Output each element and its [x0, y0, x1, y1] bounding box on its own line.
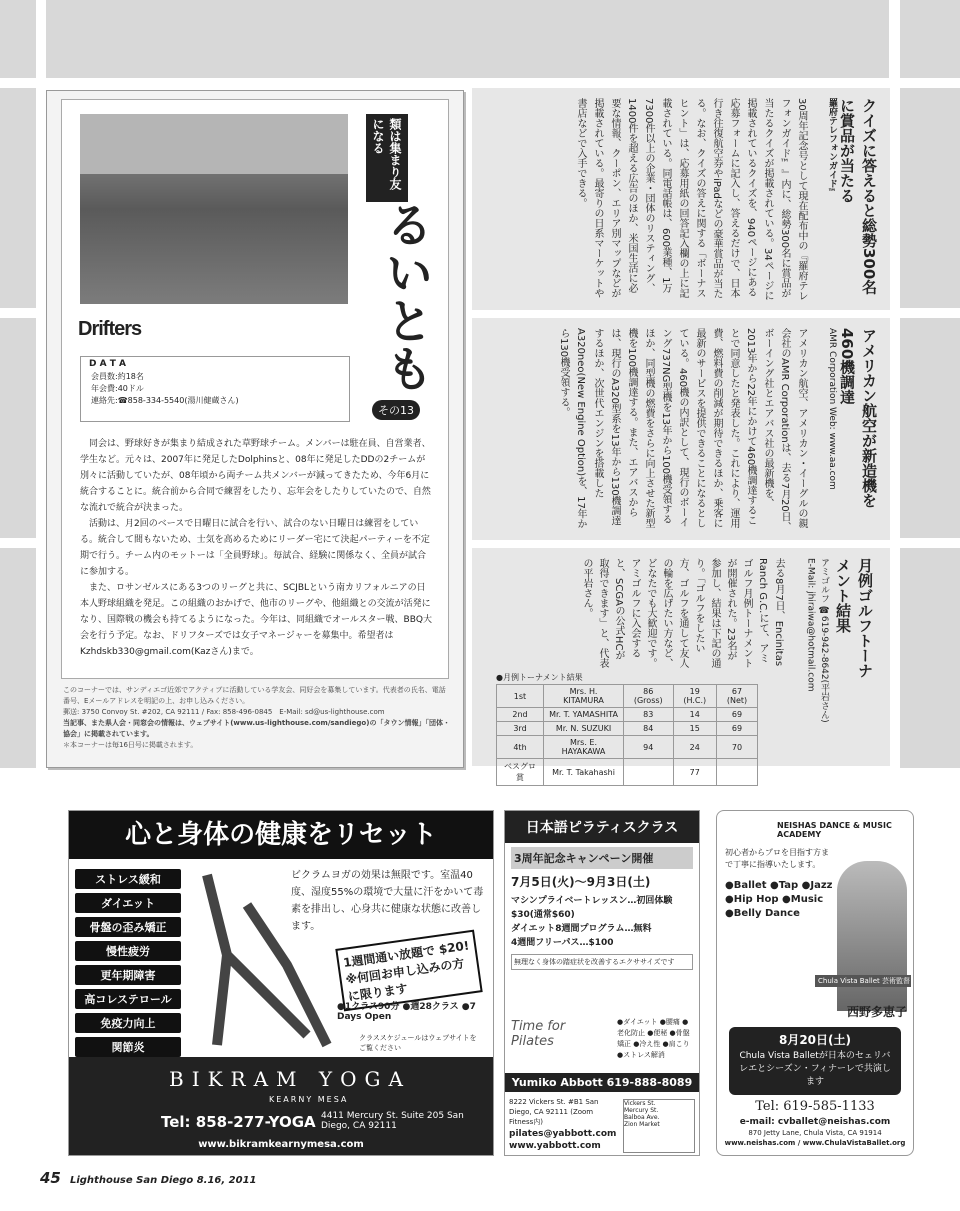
data-box [80, 356, 350, 422]
yoga-bottom [69, 1057, 493, 1155]
golf-cell: 24 [673, 736, 716, 759]
dance-class: ●Hip Hop ●Music [725, 894, 824, 905]
dance-brand: NEISHAS DANCE & MUSIC ACADEMY [777, 821, 892, 839]
golf-cell: 84 [624, 722, 673, 736]
dance-class: ●Belly Dance [725, 908, 800, 919]
news-source: 羅府テレフォンガイド™ [827, 98, 837, 198]
yoga-figures [187, 865, 337, 1055]
dance-event-box [729, 1027, 901, 1095]
article-paragraph: また、ロサンゼルスにある3つのリーグと共に、SCJBLという南カリフォルニアの日本人野球組織を発足。この組織のおかげで、他市のリーグや、他組織との交流が活発になり、国際戦の機会も持てるようになった。今年は、同組織でオールスター戦、BBQ大会を行う予定。なお、ドリフターズでは女子マネージャーを募集中。希望者はKzhdskb330@gmail.com(Kazさん)まで。 [80, 583, 432, 657]
series-title: 類は集まり友になる [366, 114, 408, 202]
news-source: アミゴルフ ☎619-942-8642(平岩さん) E-Mail: jhiraiwa@hotmail.com [805, 558, 829, 723]
golf-cell: 67 (Net) [716, 685, 757, 708]
golf-row [497, 759, 758, 786]
dance-email[interactable]: e-mail: cvballet@neishas.com [739, 1117, 891, 1127]
golf-cell [624, 759, 673, 786]
golf-row [497, 685, 758, 708]
golf-row [497, 736, 758, 759]
dance-intro: 初心者からプロを目指す方まで丁寧に指導いたします。 [725, 848, 829, 869]
golf-caption: ●月例トーナメント結果 [496, 673, 583, 682]
pilates-benefits: ●ダイエット ●腰痛 ●老化防止 ●便秘 ●骨盤矯正 ●冷え性 ●肩こり ●ストレス解消 [617, 1018, 690, 1059]
article-paragraph: 活動は、月2回のベースで日曜日に試合を行い、試合のない日曜日は練習をしている。統合して間もないため、士気を高めるためにリーダー宅にて決起パーティーを不定期で行う。チーム内のモットーは「全員野球」。毎試合、経験に関係なく、全員が試合に参加する。 [80, 519, 430, 577]
dance-address: 870 Jetty Lane, Chula Vista, CA 91914 [748, 1129, 882, 1137]
deco-block [900, 0, 960, 78]
golf-cell: Mr. T. Takahashi [544, 759, 624, 786]
pilates-items [511, 894, 693, 950]
article-footer-line: 郵送: 3750 Convoy St. #202, CA 92111 / Fax: 858-496-0845 E-Mail: sd@us-lighthouse.com [63, 708, 385, 716]
golf-table [496, 684, 758, 786]
golf-results [496, 672, 762, 786]
team-photo-svg [80, 114, 348, 304]
golf-cell: Mrs. E. HAYAKAWA [544, 736, 624, 759]
pilates-sub: 無理なく身体の踏症状を改善するエクササイズです [511, 954, 693, 970]
yoga-tag: 関節炎 [75, 1037, 181, 1057]
pilates-email[interactable]: pilates@yabbott.com [509, 1129, 617, 1139]
yoga-title: 心と身体の健康をリセット [69, 811, 493, 859]
dance-event: Chula Vista Balletが日本のセェリバレエとシーズン・フィナーレで共演します [739, 1051, 891, 1087]
pilates-address: 8222 Vickers St. #B1 San Diego, CA 92111 (Zoom Fitness内) [509, 1098, 599, 1126]
pilates-title: 日本語ピラティスクラス [505, 811, 699, 843]
deco-block [0, 548, 36, 768]
yoga-tags [75, 869, 181, 1061]
deco-block [900, 88, 960, 308]
article-footer-line: ＊本コーナーは毎16日号に掲載されます。 [63, 741, 198, 749]
deco-block [0, 318, 36, 538]
golf-cell: 4th [497, 736, 544, 759]
pilates-logo: Time for Pilates [511, 1019, 566, 1049]
map-label: Zion Market [624, 1121, 660, 1128]
golf-cell: 69 [716, 722, 757, 736]
yoga-brand: BIKRAM YOGA [169, 1067, 411, 1091]
article-inner [61, 99, 449, 679]
golf-cell: 70 [716, 736, 757, 759]
golf-cell: 14 [673, 708, 716, 722]
golf-cell: 19 (H.C.) [673, 685, 716, 708]
dance-url[interactable]: www.neishas.com / www.ChulaVistaBallet.org [724, 1139, 906, 1147]
article-paragraph: 同会は、野球好きが集まり結成された草野球チーム。メンバーは駐在員、自営業者、学生など。元々は、2007年に発足したDolphinsと、08年に発足したDDの2チームが別々に活動していたが、08年頃から両チーム共メンバーが減ってきたため、今年6月に統合することに。統合前から合同で練習をしたり、忘年会をしたりしていたので、自然な流れで統合が決まった。 [80, 439, 431, 513]
pilates-item: ダイエット8週間プログラム…無料 [511, 924, 652, 934]
series-part: その13 [372, 400, 420, 420]
yoga-tag: 骨盤の歪み矯正 [75, 917, 181, 937]
golf-cell: 15 [673, 722, 716, 736]
data-line: 年会費:40ドル [91, 384, 144, 393]
yoga-tag: 更年期障害 [75, 965, 181, 985]
ad-yoga [68, 810, 494, 1156]
yoga-url[interactable]: www.bikramkearnymesa.com [198, 1139, 364, 1150]
news-headline: アメリカン航空が新造機を460機調達 [838, 328, 878, 508]
yoga-note: クラススケジュールはウェブサイトをご覧ください [359, 1034, 477, 1052]
golf-cell: 1st [497, 685, 544, 708]
golf-cell: 3rd [497, 722, 544, 736]
golf-cell: Mrs. H. KITAMURA [544, 685, 624, 708]
yoga-tag: ダイエット [75, 893, 181, 913]
golf-cell [716, 759, 757, 786]
golf-cell: 94 [624, 736, 673, 759]
golf-cell: 69 [716, 708, 757, 722]
golf-row [497, 722, 758, 736]
golf-cell: 83 [624, 708, 673, 722]
map-label: Vickers St. [624, 1100, 656, 1107]
map-label: Balboa Ave. [624, 1114, 660, 1121]
pilates-item: 4週間フリーパス…$100 [511, 938, 614, 948]
yoga-tel: Tel: 858-277-YOGA [161, 1113, 316, 1131]
article-footer-line: このコーナーでは、サンディエゴ近郊でアクティブに活動している学友会、同好会を募集しています。代表者の氏名、電話番号、Eメールアドレスを明記の上、お申し込みください。 [63, 686, 446, 705]
data-line: 連絡先:☎858-334-5540(湯川健蔵さん) [91, 396, 239, 405]
ad-dance [716, 810, 914, 1156]
news-body: アメリカン航空、アメリカン・イーグルの親会社のAMR Corporationは、去る7月20日、ボーイング社とエアバス社の最新機を、2013年から22年にかけて460機調達することで同意したと発表した。これにより、運用費、燃料費の削減が期待できるほか、乗客に最新のサービスを提供できることになるとしている。460機の内訳として、現行のボーイング737NG型機を13年から100機受領するほか、同型機の燃費をさらに向上させた新型機を100機調達する。また、エアバスからは、現行のA320型系を13年から130機調達するほか、次世代エンジンを搭載したA320neo(New Engine Option)を、17年から130機受領する。 [558, 328, 807, 532]
page-footer [40, 1168, 257, 1187]
golf-cell: Mr. N. SUZUKI [544, 722, 624, 736]
yoga-address: 4411 Mercury St. Suite 205 San Diego, CA 92111 [321, 1111, 464, 1131]
golf-cell: 77 [673, 759, 716, 786]
news-body: 30周年記念号として現在配布中の『羅府テレフォンガイド™』内に、総勢300名に賞品が当たるクイズが掲載されている。34ページに掲載されているクイズを、940ページにある応募フォームに記入し、答えるだけで、日本行き往復航空券やiPadなどの豪華賞品が当たる。なお、クイズの答えに関する「ボーナスヒント」は、応募用紙の回答記入欄の上に記載されている。同電話帳は、600業種、1万7300件以上の企業・団体のリスティング、1400件を超える広告のほか、米国生活に必要な情報、クーポン、エリア別マップなどが掲載されている。最寄りの日系マーケットや書店などで入手できる。 [575, 98, 807, 301]
pilates-item: マシンプライベートレッスン…初回体験$30(通常$60) [511, 896, 673, 920]
yoga-brand-sub: KEARNY MESA [269, 1095, 349, 1104]
golf-cell: Mr. T. YAMASHITA [544, 708, 624, 722]
pilates-map [623, 1099, 695, 1153]
team-name: Drifters [78, 318, 142, 340]
map-label: Mercury St. [624, 1107, 659, 1114]
pilates-url[interactable]: www.yabbott.com [509, 1141, 601, 1151]
yoga-offer2: ●1クラス90分 ●週28クラス ●7 Days Open [337, 1002, 476, 1022]
dance-class: ●Ballet ●Tap ●Jazz [725, 880, 833, 891]
dance-director-title: Chula Vista Ballet 芸術監督 [815, 975, 911, 987]
data-lines [91, 371, 339, 407]
yoga-tag: 高コレステロール [75, 989, 181, 1009]
article-body [80, 436, 434, 660]
dance-tel: Tel: 619-585-1133 [755, 1099, 875, 1114]
page-number: 45 [40, 1169, 61, 1187]
yoga-tag: 免疫力向上 [75, 1013, 181, 1033]
article-card [46, 90, 464, 768]
dance-event-date: 8月20日(土) [778, 1033, 852, 1047]
article-footer-line: 当記事、また県人会・同窓会の情報は、ウェブサイト(www.us-lighthouse.com/sandiego)の「タウン情報」「団体・協会」に掲載されています。 [63, 719, 450, 738]
big-title: るいとも [377, 200, 433, 392]
pilates-dates: 7月5日(火)〜9月3日(土) [511, 875, 651, 889]
data-line: 会員数:約18名 [91, 372, 144, 381]
dance-photo [837, 861, 907, 1011]
deco-block [0, 88, 36, 308]
deco-block [900, 318, 960, 538]
yoga-tag: 慢性疲労 [75, 941, 181, 961]
dance-director: 西野多恵子 [846, 1005, 907, 1019]
publication: Lighthouse San Diego 8.16, 2011 [69, 1175, 257, 1186]
deco-block [46, 0, 889, 78]
pilates-contact: Yumiko Abbott 619-888-8089 [505, 1073, 699, 1092]
team-photo [80, 114, 348, 304]
news-headline: 月例ゴルフトーナメント結果 [834, 558, 874, 678]
data-label: D A T A [89, 359, 126, 369]
deco-block [900, 548, 960, 768]
golf-row [497, 708, 758, 722]
golf-cell: 2nd [497, 708, 544, 722]
news-source: AMR Corporation Web: www.aa.com [827, 328, 837, 490]
news-body: 去る8月7日、Encinitas Ranch G.C.にて、アミゴルフ月例トーナメントが開催された。23名が参加し、結果は下記の通り。「ゴルフをしたい方、ゴルフを通して友人の輪を広げたい方など、どなたでも大歓迎です。アミゴルフに入会すると、SCGAの公式HCが取得できます」と、代表の平岩さん。 [581, 558, 784, 668]
yoga-tag: ストレス緩和 [75, 869, 181, 889]
golf-cell: ベスグロ賞 [497, 759, 544, 786]
golf-cell: 86 (Gross) [624, 685, 673, 708]
ad-pilates [504, 810, 700, 1156]
news-headline: クイズに答えると総勢300名に賞品が当たる [838, 98, 878, 295]
pilates-campaign: 3周年記念キャンペーン開催 [511, 847, 693, 869]
yoga-offer: 1週間通い放題で $20! ※何回お申し込みの方に限ります [335, 930, 482, 1012]
deco-block [0, 0, 36, 78]
yoga-desc: ビクラムヨガの効果は無限です。室温40度、湿度55%の環境で大量に汗をかいて毒素を排出し、心身共に健康な状態に改善します。 [291, 870, 484, 932]
article-footer [63, 685, 451, 751]
